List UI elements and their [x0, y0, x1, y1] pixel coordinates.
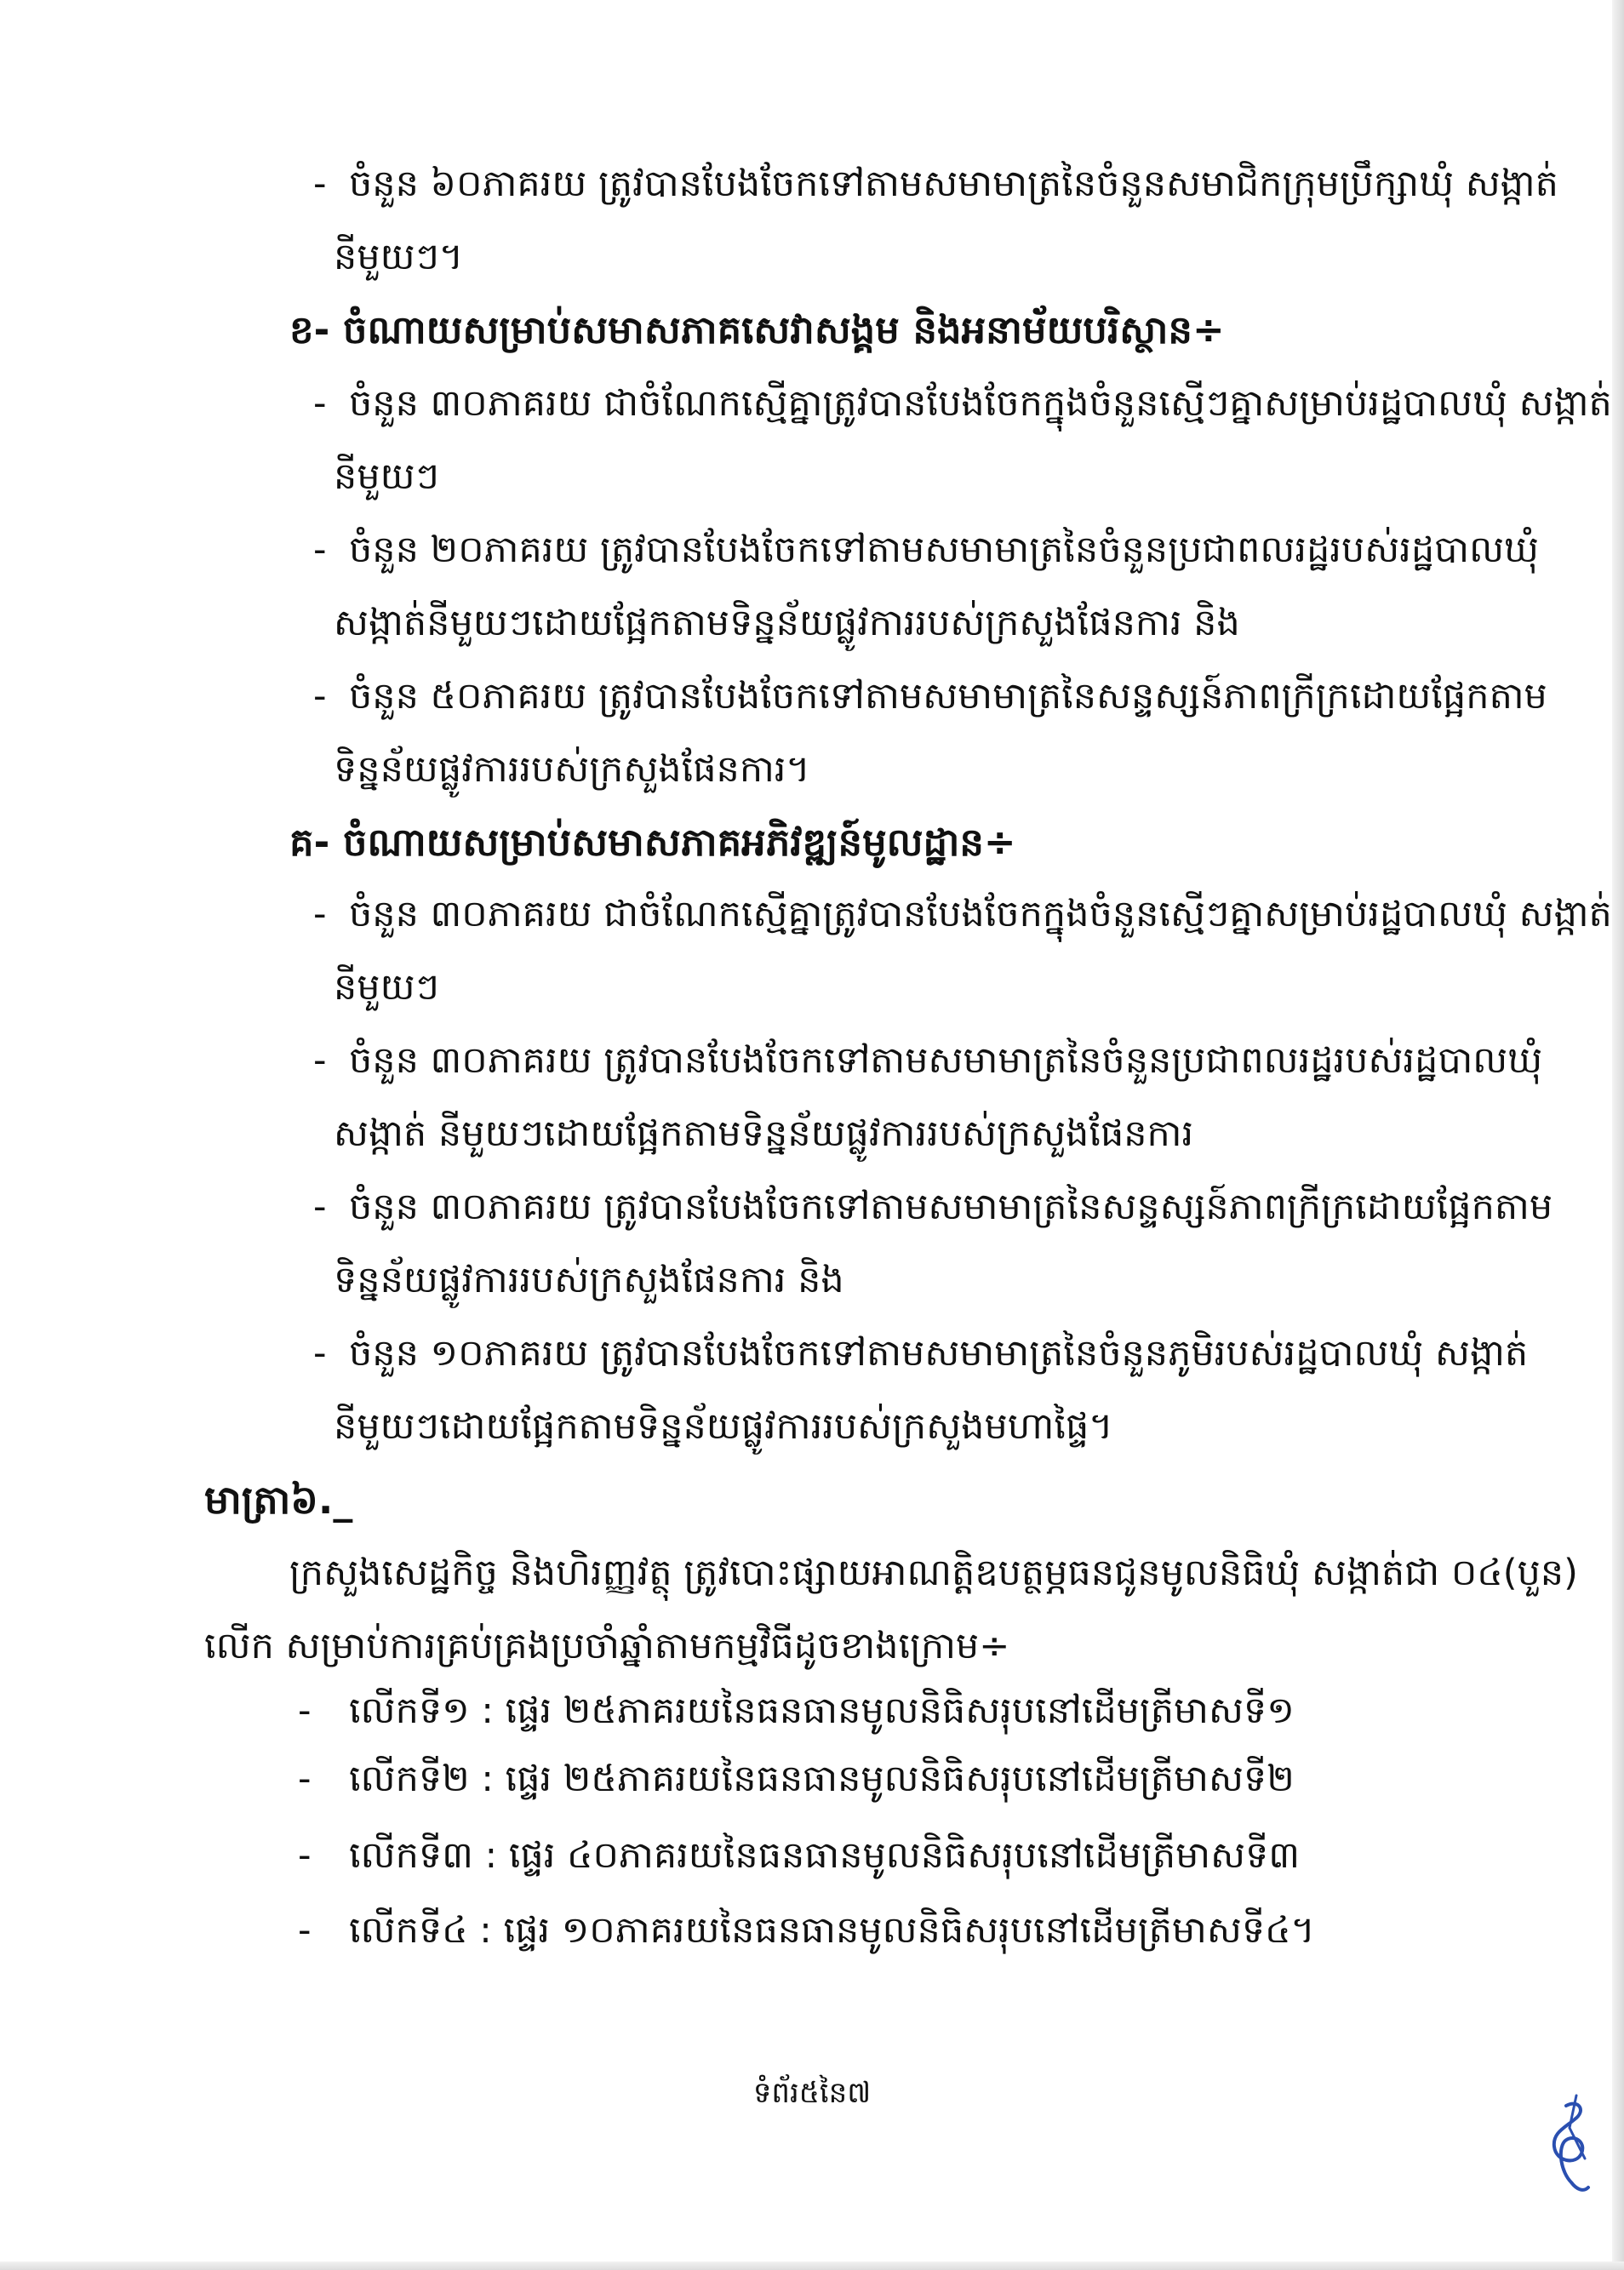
- bullet-dash: -: [313, 1332, 327, 1375]
- paragraph-line: ក្រសួងសេដ្ឋកិច្ច និងហិរញ្ញវត្ថុ ត្រូវបោះផ្សាយអាណត្តិឧបត្ថម្ភធនជូនមូលនិធិឃុំ សង្កាត់ជា ០៤(បួន): [289, 1552, 1578, 1594]
- list-item-line: ចំនួន ១០ភាគរយ ត្រូវបានបែងចែកទៅតាមសមាមាត្រនៃចំនួនភូមិរបស់រដ្ឋបាលឃុំ សង្កាត់: [349, 1332, 1529, 1375]
- list-item-line: សង្កាត់នីមួយៗដោយផ្អែកតាមទិន្នន័យផ្លូវការរបស់ក្រសួងផែនការ និង: [334, 602, 1240, 644]
- bullet-dash: -: [313, 382, 327, 425]
- bullet-dash: -: [298, 1834, 312, 1877]
- article-title: មាត្រា៦._: [204, 1477, 353, 1523]
- signature-initials: [1532, 2094, 1600, 2204]
- installment-item: លើកទី១ : ផ្ទេរ ២៥ភាគរយនៃធនធានមូលនិធិសរុបនៅដើមត្រីមាសទី១: [349, 1690, 1295, 1732]
- bullet-dash: -: [313, 675, 327, 718]
- page-edge-shadow: [0, 2261, 1624, 2270]
- list-item-line: ចំនួន ៥០ភាគរយ ត្រូវបានបែងចែកទៅតាមសមាមាត្រនៃសន្ទស្សន៍ភាពក្រីក្រដោយផ្អែកតាម: [349, 675, 1547, 718]
- installment-item: លើកទី៣ : ផ្ទេរ ៤០ភាគរយនៃធនធានមូលនិធិសរុបនៅដើមត្រីមាសទី៣: [349, 1834, 1301, 1877]
- list-item-line: នីមួយៗ: [334, 455, 439, 498]
- paragraph-line: លើក សម្រាប់ការគ្រប់គ្រងប្រចាំឆ្នាំតាមកម្មវិធីដូចខាងក្រោម÷: [204, 1625, 1010, 1667]
- list-item-line: សង្កាត់ នីមួយៗដោយផ្អែកតាមទិន្នន័យផ្លូវការរបស់ក្រសួងផែនការ: [334, 1112, 1194, 1155]
- list-item-line: ចំនួន ៦០ភាគរយ ត្រូវបានបែងចែកទៅតាមសមាមាត្រនៃចំនួនសមាជិកក្រុមប្រឹក្សាឃុំ សង្កាត់: [349, 163, 1558, 205]
- bullet-dash: -: [313, 1039, 327, 1082]
- bullet-dash: -: [313, 1186, 327, 1228]
- list-item-line: ចំនួន ៣០ភាគរយ ជាចំណែកស្មើគ្នាត្រូវបានបែងចែកក្នុងចំនួនស្មើៗគ្នាសម្រាប់រដ្ឋបាលឃុំ សង្កាត់: [349, 893, 1612, 935]
- section-heading-c: គ- ចំណាយសម្រាប់សមាសភាគអភិវឌ្ឍន៍មូលដ្ឋាន÷: [289, 820, 1016, 865]
- page-edge-shadow: [1612, 0, 1624, 2270]
- bullet-dash: -: [313, 163, 327, 205]
- list-item-line: ចំនួន ៣០ភាគរយ ត្រូវបានបែងចែកទៅតាមសមាមាត្រនៃសន្ទស្សន៍ភាពក្រីក្រដោយផ្អែកតាម: [349, 1186, 1553, 1228]
- section-heading-b: ខ- ចំណាយសម្រាប់សមាសភាគសេវាសង្គម និងអនាម័យបរិស្ថាន÷: [289, 307, 1225, 352]
- list-item-line: ចំនួន ៣០ភាគរយ ត្រូវបានបែងចែកទៅតាមសមាមាត្រនៃចំនួនប្រជាពលរដ្ឋរបស់រដ្ឋបាលឃុំ: [349, 1039, 1543, 1082]
- bullet-dash: -: [313, 893, 327, 935]
- list-item-line: នីមួយៗដោយផ្អែកតាមទិន្នន័យផ្លូវការរបស់ក្រសួងមហាផ្ទៃ។: [334, 1405, 1113, 1448]
- bullet-dash: -: [298, 1909, 312, 1952]
- installment-item: លើកទី២ : ផ្ទេរ ២៥ភាគរយនៃធនធានមូលនិធិសរុបនៅដើមត្រីមាសទី២: [349, 1758, 1295, 1800]
- list-item-line: ចំនួន ៣០ភាគរយ ជាចំណែកស្មើគ្នាត្រូវបានបែងចែកក្នុងចំនួនស្មើៗគ្នាសម្រាប់រដ្ឋបាលឃុំ សង្កាត់: [349, 382, 1612, 425]
- bullet-dash: -: [313, 529, 327, 571]
- bullet-dash: -: [298, 1758, 312, 1800]
- list-item-line: ចំនួន ២០ភាគរយ ត្រូវបានបែងចែកទៅតាមសមាមាត្រនៃចំនួនប្រជាពលរដ្ឋរបស់រដ្ឋបាលឃុំ: [349, 529, 1539, 571]
- list-item-line: នីមួយៗ: [334, 966, 439, 1009]
- list-item-line: ទិន្នន័យផ្លូវការរបស់ក្រសួងផែនការ។: [334, 748, 810, 791]
- page-number: ទំព័រ៥នៃ៧: [752, 2076, 872, 2110]
- list-item-line: នីមួយៗ។: [334, 236, 464, 278]
- installment-item: លើកទី៤ : ផ្ទេរ ១០ភាគរយនៃធនធានមូលនិធិសរុបនៅដើមត្រីមាសទី៤។: [349, 1909, 1315, 1952]
- list-item-line: ទិន្នន័យផ្លូវការរបស់ក្រសួងផែនការ និង: [334, 1259, 844, 1301]
- bullet-dash: -: [298, 1690, 312, 1732]
